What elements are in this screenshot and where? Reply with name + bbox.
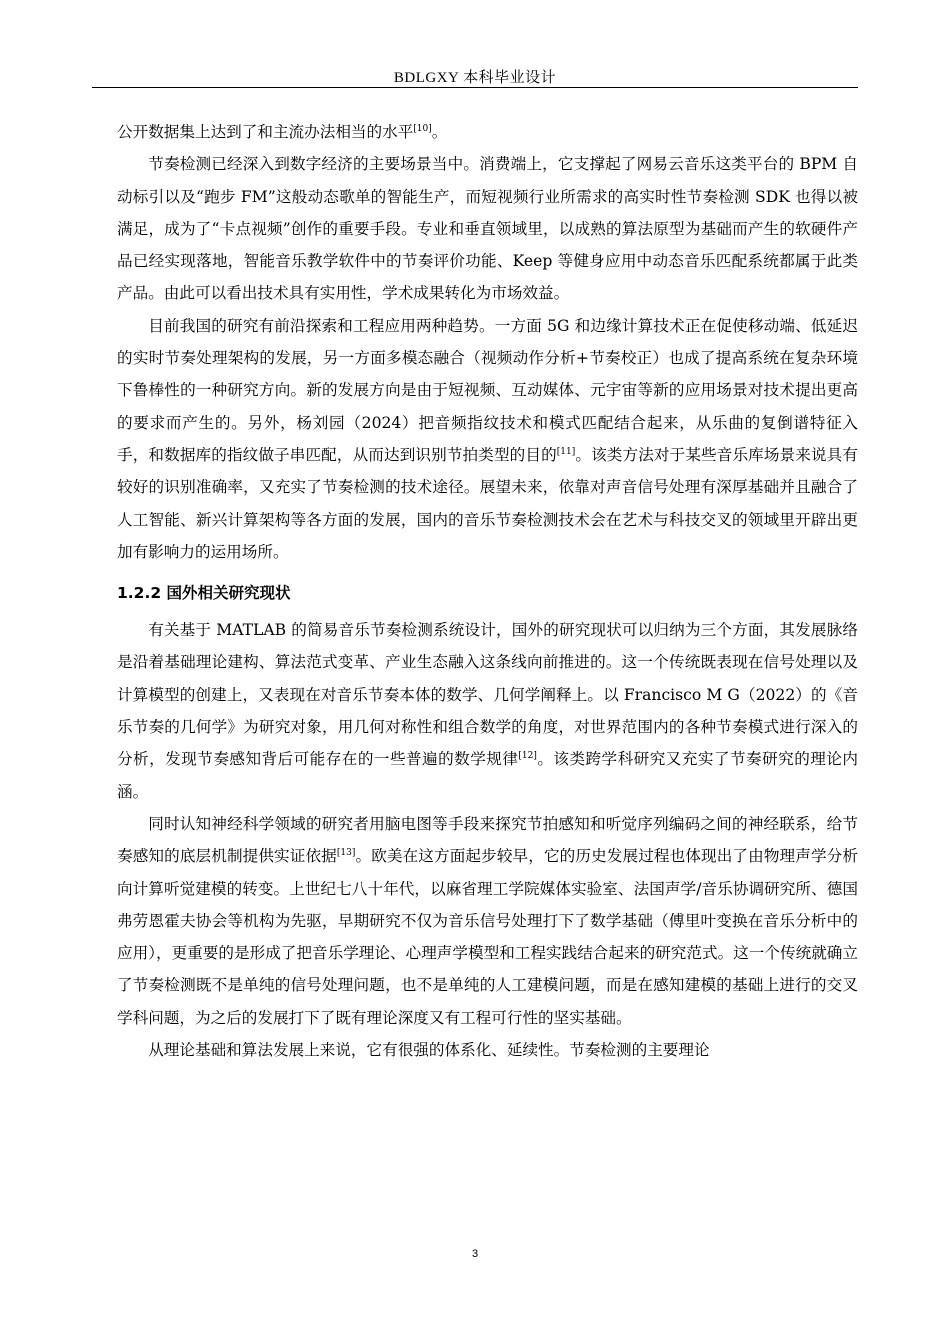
- paragraph-foreign-overview: [117, 614, 858, 808]
- paragraph-theory-algorithms: [117, 1034, 858, 1066]
- page-number: 3: [471, 1248, 479, 1260]
- paragraph-text: 有关基于 MATLAB 的简易音乐节奏检测系统设计，国外的研究现状可以归纳为三个方面，其发展脉络是沿着基础理论建构、算法范式变革、产业生态融入这条线向前推进的。这一个传统既表现在信号处理以及计算模型的创建上，又表现在对音乐节奏本体的数学、几何学阐释上。以 Francisco M G（2022）的《音乐节奏的几何学》为研究对象，用几何对称性和组合数学的角度，对世界范围内的各种节奏模式进行深入的分析，发现节奏感知背后可能存在的一些普遍的数学规律: [117, 621, 858, 769]
- citation-ref: [11]: [556, 446, 576, 457]
- paragraph-text: 同时认知神经科学领域的研究者用脑电图等手段来探究节拍感知和听觉序列编码之间的神经联系，给节奏感知的底层机制提供实证依据: [117, 814, 858, 866]
- section-heading: 1.2.2 国外相关研究现状: [117, 584, 291, 603]
- citation-ref: [13]: [336, 848, 356, 859]
- citation-ref: [12]: [518, 751, 537, 762]
- paragraph-tail: 。该类跨学科研究又充实了节奏研究的理论内涵。: [117, 750, 858, 801]
- paragraph-text: 从理论基础和算法发展上来说，它有很强的体系化、延续性。节奏检测的主要理论: [148, 1041, 710, 1060]
- paragraph-domestic-trends: [117, 310, 858, 568]
- citation-ref: [10]: [413, 124, 432, 134]
- header-rule: [92, 87, 858, 88]
- paragraph-text: 公开数据集上达到了和主流办法相当的水平: [117, 123, 414, 141]
- paragraph-neuroscience: [117, 808, 858, 1034]
- paragraph-text: 目前我国的研究有前沿探索和工程应用两种趋势。一方面 5G 和边缘计算技术正在促使移动端、低延迟的实时节奏处理架构的发展，另一方面多模态融合（视频动作分析+节奏校正）也成了提高系统在复杂环境下鲁棒性的一种研究方向。新的发展方向是由于短视频、互动媒体、元宇宙等新的应用场景对技术提出更高的要求而产生的。另外，杨刘园（2024）把音频指纹技术和模式匹配结合起来，从乐曲的复倒谱特征入手，和数据库的指纹做子串匹配，从而达到识别节拍类型的目的: [117, 316, 858, 464]
- document-body: [117, 116, 858, 1066]
- paragraph-rhythm-applications: [117, 148, 858, 309]
- paragraph-tail: 。该类方法对于某些音乐库场景来说具有较好的识别准确率，又充实了节奏检测的技术途径。展望未来，依靠对声音信号处理有深厚基础并且融合了人工智能、新兴计算架构等各方面的发展，国内的音乐节奏检测技术会在艺术与科技交叉的领域里开辟出更加有影响力的运用场所。: [117, 445, 858, 561]
- paragraph-continuation: [117, 116, 858, 148]
- paragraph-tail: 。: [431, 123, 448, 141]
- paragraph-tail: 。欧美在这方面起步较早，它的历史发展过程也体现出了由物理声学分析向计算听觉建模的转变。上世纪七八十年代，以麻省理工学院媒体实验室、法国声学/音乐协调研究所、德国弗劳恩霍夫协会等机构为先驱，早期研究不仅为音乐信号处理打下了数学基础（傅里叶变换在音乐分析中的应用），更重要的是形成了把音乐学理论、心理声学模型和工程实践结合起来的研究范式。这一个传统就确立了节奏检测既不是单纯的信号处理问题，也不是单纯的人工建模问题，而是在感知建模的基础上进行的交叉学科问题，为之后的发展打下了既有理论深度又有工程可行性的坚实基础。: [117, 847, 858, 1027]
- page-header: BDLGXY 本科毕业设计: [393, 70, 557, 86]
- paragraph-text: 节奏检测已经深入到数字经济的主要场景当中。消费端上，它支撑起了网易云音乐这类平台的 BPM 自动标引以及“跑步 FM”这般动态歌单的智能生产，而短视频行业所需求的高实时性节奏检测 SDK 也得以被满足，成为了“卡点视频”创作的重要手段。专业和垂直领域里，以成熟的算法原型为基础而产生的软硬件产品已经实现落地，智能音乐教学软件中的节奏评价功能、Keep 等健身应用中动态音乐匹配系统都属于此类产品。由此可以看出技术具有实用性，学术成果转化为市场效益。: [117, 155, 858, 303]
